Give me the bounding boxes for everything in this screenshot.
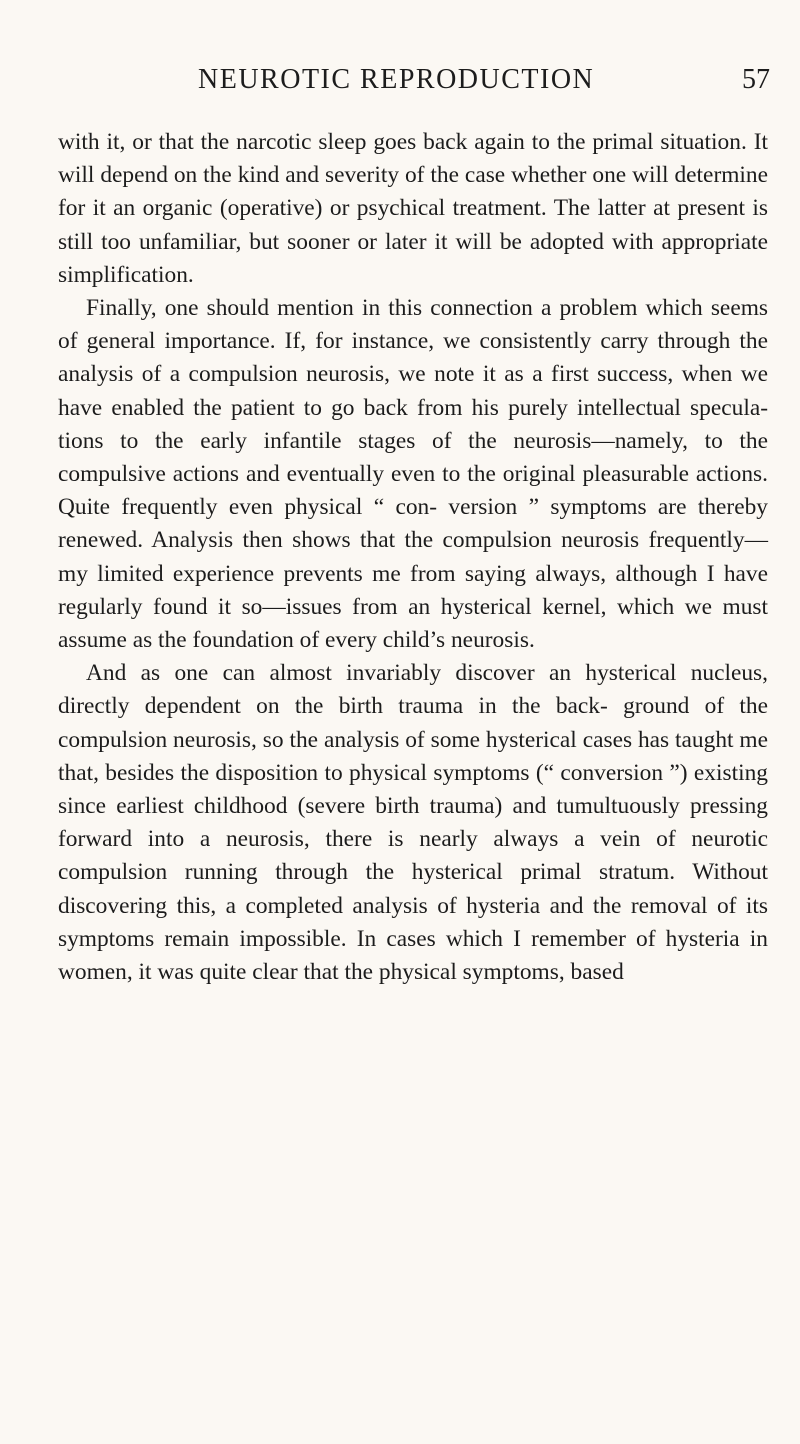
paragraph-2: Finally, one should mention in this connection a problem which seems of general importance. If, for instance, we consistently carry through the analysis of a compulsion neurosis, we note it as a first success, when we have enabled the patient to go back from his purely intellectual specula- tions to the early infantile stages of the neurosis—namely, to the compulsive actions and eventually even to the original pleasurable actions. Quite frequently even physical “ con- version ” symptoms are thereby renewed. Analysis then shows that the compulsion neurosis frequently—my limited experience prevents me from saying always, although I have regularly found it so—issues from an hysterical kernel, which we must assume as the foundation of every child’s neurosis. (58, 295, 768, 654)
page-number: 57 (742, 64, 770, 95)
body-text (58, 126, 768, 989)
paragraph-3: And as one can almost invariably discover an hysterical nucleus, directly dependent on the birth trauma in the back- ground of the compulsion neurosis, so the analysis of some hysterical cases has taught me that, besides the disposition to physical symptoms (“ conversion ”) existing since earliest childhood (severe birth trauma) and tumultuously pressing forward into a neurosis, there is nearly always a vein of neurotic compulsion running through the hysterical primal stratum. Without discovering this, a completed analysis of hysteria and the removal of its symptoms remain impossible. In cases which I remember of hysteria in women, it was quite clear that the physical symptoms, based (58, 660, 768, 986)
paragraph-1: with it, or that the narcotic sleep goes back again to the primal situation. It will depend on the kind and severity of the case whether one will determine for it an organic (operative) or psychical treatment. The latter at present is still too unfamiliar, but sooner or later it will be adopted with appropriate simplification. (58, 129, 768, 288)
running-title: NEUROTIC REPRODUCTION (198, 64, 595, 95)
running-head (58, 60, 770, 100)
